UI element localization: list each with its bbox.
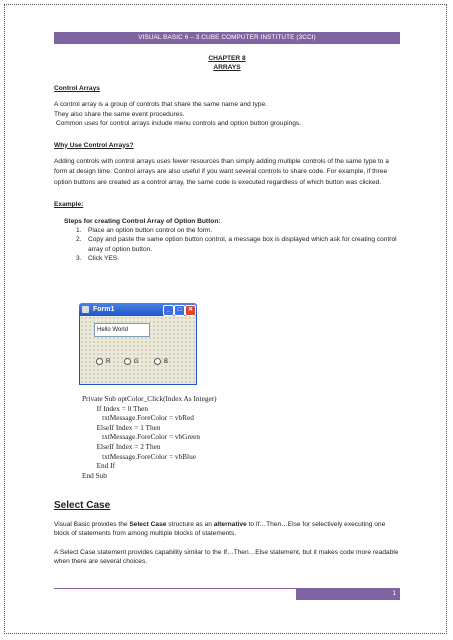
page-number: 1 [296, 588, 400, 600]
message-textbox: Hello World [94, 323, 150, 337]
radio-icon [124, 358, 131, 365]
code-line: txtMessage.ForeColor = vbGreen [82, 432, 201, 442]
steps-heading: Steps for creating Control Array of Option Button: [64, 217, 221, 225]
control-arrays-line: Common uses for control arrays include menu controls and option button groupings. [54, 120, 302, 128]
why-paragraph: Adding controls with control arrays uses fewer resources than simply adding multiple controls of the same type to a form at design time. Control arrays are also useful if you want several controls to share code. For example, if three option buttons are created as a control array, the same code is executed regardless of which button was clicked. [54, 158, 389, 186]
why-section [54, 141, 400, 189]
code-line: If Index = 0 Then [82, 403, 148, 413]
chapter-title: ARRAYS [213, 64, 241, 71]
code-line: End Sub [82, 470, 107, 480]
code-line: ElseIf Index = 2 Then [82, 441, 161, 451]
example-section [54, 200, 400, 263]
code-block [82, 394, 217, 480]
select-case-paragraph: A Select Case statement provides capability similar to the If…Then…Else statement, but it makes code more readable when there are several choices. [54, 548, 399, 566]
maximize-icon: □ [174, 305, 185, 316]
example-heading: Example: [54, 201, 84, 209]
list-item: 3. Click YES. [76, 255, 120, 263]
select-case-section [54, 520, 400, 567]
option-r: R [96, 358, 110, 365]
option-g: G [124, 358, 139, 365]
form-body [79, 316, 197, 385]
control-arrays-line: They also share the same event procedures. [54, 110, 185, 118]
steps-list [54, 226, 400, 264]
close-icon: ✕ [185, 305, 196, 316]
option-b: B [154, 358, 168, 365]
select-case-heading: Select Case [54, 500, 111, 511]
select-case-paragraph: Visual Basic provides the Select Case structure as an alternative to If…Then…Else for selectively executing one block of statements from among multiple blocks of statements. [54, 521, 386, 538]
form-title: Form1 [93, 306, 115, 313]
chapter-number: CHAPTER 8 [208, 55, 246, 62]
form-icon [82, 306, 89, 313]
form1-screenshot [79, 303, 197, 385]
form-titlebar [79, 303, 197, 316]
control-arrays-heading: Control Arrays [54, 85, 100, 92]
control-arrays-section [54, 84, 400, 129]
code-line: txtMessage.ForeColor = vbRed [82, 413, 194, 423]
minimize-icon: _ [163, 305, 174, 316]
list-item: 2. Copy and paste the same option button control, a message box is displayed which ask for creating control array of option button. [76, 236, 397, 253]
control-arrays-line: A control array is a group of controls that share the same name and type. [54, 101, 267, 109]
code-line: Private Sub optColor_Click(Index As Integer) [82, 394, 217, 403]
why-heading: Why Use Control Arrays? [54, 141, 134, 149]
list-item: 1. Place an option button control on the form. [76, 227, 213, 235]
code-line: ElseIf Index = 1 Then [82, 422, 161, 432]
radio-icon [154, 358, 161, 365]
radio-icon [96, 358, 103, 365]
code-line: End If [82, 461, 116, 471]
page-header: VISUAL BASIC 6 – 3 CUBE COMPUTER INSTITUTE (3CCI) [54, 32, 400, 44]
code-line: txtMessage.ForeColor = vbBlue [82, 451, 196, 461]
main-content [54, 54, 400, 264]
